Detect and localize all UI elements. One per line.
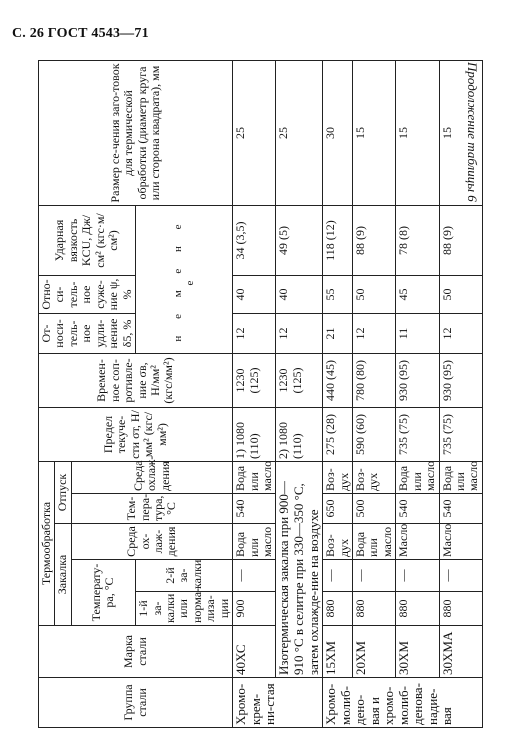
grade-cell: 15ХМ	[323, 626, 353, 678]
temper-medium-cell: Воз-дух	[352, 461, 395, 493]
temper-temp-cell: 500	[352, 494, 395, 524]
q2-cell: —	[233, 560, 276, 592]
group-cell: Хромо-крем-ни-стая	[233, 678, 323, 728]
tensile-cell: 930 (95)	[439, 353, 482, 407]
header-first-quench: 1-й за-калки или норма-лиза-ции	[136, 592, 233, 626]
grade-cell: 30ХМА	[439, 626, 482, 678]
header-temper-temp: Тем-пера-тура, °С	[71, 494, 232, 524]
header-impact: Ударная вязкость KCU, Дж/см² (кгс·м/см²)	[39, 205, 136, 275]
table-row	[276, 60, 323, 727]
temper-temp-cell: 540	[396, 494, 439, 524]
temper-temp-cell: 540	[439, 494, 482, 524]
temper-medium-cell: Воз-дух	[323, 461, 353, 493]
impact-cell: 49 (5)	[276, 205, 323, 275]
grade-cell: 30ХМ	[396, 626, 439, 678]
reduction-cell: 45	[396, 275, 439, 313]
table-row	[396, 60, 439, 727]
size-cell: 15	[396, 60, 439, 205]
table-continuation-title: Продолжение таблицы 6	[465, 62, 480, 202]
table-row	[439, 60, 482, 727]
q1-cell: 880	[323, 592, 353, 626]
tensile-cell: 780 (80)	[352, 353, 395, 407]
size-cell: 15	[352, 60, 395, 205]
header-heat-treatment: Термообработка	[39, 461, 55, 625]
isothermal-note-cell: Изотермическая закалка при 900—910 °С в селитре при 330—350 °С, затем охлажде-ние на воздухе	[276, 461, 323, 677]
table-row	[233, 60, 276, 727]
header-yield: Предел текуче-сти σт, Н/мм² (кгс/мм²)	[39, 407, 233, 461]
reduction-cell: 50	[352, 275, 395, 313]
q1-cell: 880	[352, 592, 395, 626]
impact-cell: 88 (9)	[439, 205, 482, 275]
header-quench: Закалка	[55, 524, 71, 626]
q2-cell: —	[439, 560, 482, 592]
header-not-less: н е м е н е е	[136, 205, 233, 353]
size-cell: 15	[439, 60, 482, 205]
medium-cell: Вода или масло	[352, 524, 395, 560]
impact-cell: 118 (12)	[323, 205, 353, 275]
temper-medium-cell: Вода или масло	[439, 461, 482, 493]
grade-cell: 40ХС	[233, 626, 276, 678]
elongation-cell: 21	[323, 313, 353, 353]
elongation-cell: 11	[396, 313, 439, 353]
header-second-quench: 2-й за-калки	[136, 560, 233, 592]
table-area	[38, 61, 481, 728]
reduction-cell: 50	[439, 275, 482, 313]
tensile-cell: 930 (95)	[396, 353, 439, 407]
elongation-cell: 12	[276, 313, 323, 353]
header-row-1	[39, 60, 55, 727]
impact-cell: 78 (8)	[396, 205, 439, 275]
reduction-cell: 40	[233, 275, 276, 313]
elongation-cell: 12	[352, 313, 395, 353]
elongation-cell: 12	[439, 313, 482, 353]
header-grade: Марка стали	[39, 626, 233, 678]
table-row	[323, 60, 353, 727]
temper-temp-cell: 650	[323, 494, 353, 524]
yield-cell: 1) 1080 (110)	[233, 407, 276, 461]
impact-cell: 34 (3,5)	[233, 205, 276, 275]
header-tensile: Времен-ное соп-ротивле-ние σв, Н/мм² (кгс/мм²)	[39, 353, 233, 407]
temper-medium-cell: Вода или масло	[396, 461, 439, 493]
medium-cell: Вода или масло	[233, 524, 276, 560]
q1-cell: 880	[396, 592, 439, 626]
q1-cell: 880	[439, 592, 482, 626]
steel-properties-table	[38, 60, 483, 728]
q2-cell: —	[352, 560, 395, 592]
reduction-cell: 55	[323, 275, 353, 313]
header-size: Размер се-чения заго-товок для термической обработки (диаметр круга или сторона квадрата), мм	[39, 60, 233, 205]
page-header: С. 26 ГОСТ 4543—71	[12, 26, 149, 41]
yield-cell: 735 (75)	[439, 407, 482, 461]
q2-cell: —	[396, 560, 439, 592]
tensile-cell: 1230 (125)	[276, 353, 323, 407]
yield-cell: 2) 1080 (110)	[276, 407, 323, 461]
rotated-table-wrapper	[38, 61, 481, 728]
medium-cell: Масло	[439, 524, 482, 560]
table-row	[352, 60, 395, 727]
header-elongation: От-носи-тель-ное удли-нение δ5, %	[39, 313, 136, 353]
yield-cell: 275 (28)	[323, 407, 353, 461]
header-temper-medium: Среда охлаж-дения	[71, 461, 232, 493]
header-quench-medium: Среда ох-лаж-дения	[71, 524, 232, 560]
medium-cell: Воз-дух	[323, 524, 353, 560]
elongation-cell: 12	[233, 313, 276, 353]
yield-cell: 735 (75)	[396, 407, 439, 461]
yield-cell: 590 (60)	[352, 407, 395, 461]
header-temper: Отпуск	[55, 461, 71, 523]
size-cell: 25	[233, 60, 276, 205]
medium-cell: Масло	[396, 524, 439, 560]
tensile-cell: 1230 (125)	[233, 353, 276, 407]
group-cell: Хромо-молиб-дено-вая и хромо-молиб-денова-надие-вая	[323, 678, 483, 728]
q1-cell: 900	[233, 592, 276, 626]
header-temperature: Температу-ра, °С	[71, 560, 135, 626]
size-cell: 30	[323, 60, 353, 205]
temper-temp-cell: 540	[233, 494, 276, 524]
header-group: Группа стали	[39, 678, 233, 728]
grade-cell: 20ХМ	[352, 626, 395, 678]
header-reduction: Отно-си-тель-ное суже-ние ψ, %	[39, 275, 136, 313]
reduction-cell: 40	[276, 275, 323, 313]
size-cell: 25	[276, 60, 323, 205]
tensile-cell: 440 (45)	[323, 353, 353, 407]
impact-cell: 88 (9)	[352, 205, 395, 275]
temper-medium-cell: Вода или масло	[233, 461, 276, 493]
q2-cell: —	[323, 560, 353, 592]
